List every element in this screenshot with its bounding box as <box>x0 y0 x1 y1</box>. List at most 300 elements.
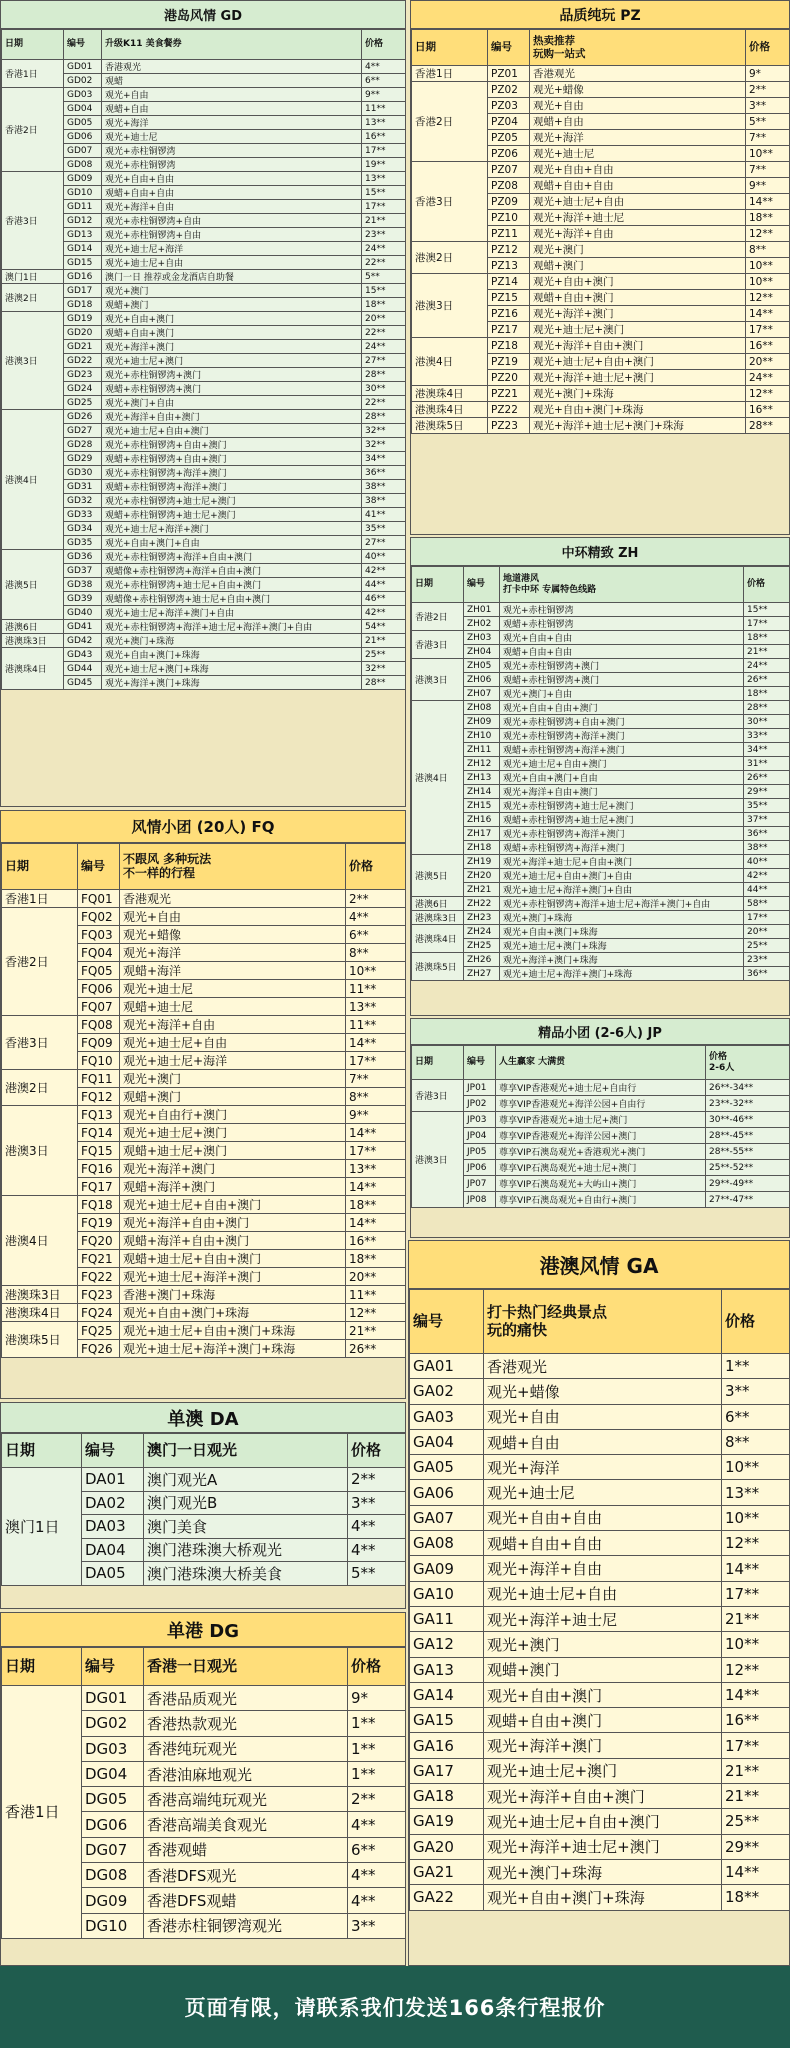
price-cell: 29** <box>722 1834 790 1859</box>
price-cell: 22** <box>362 326 406 340</box>
code-cell: GA12 <box>410 1632 484 1657</box>
route-cell: 观光+蜡像 <box>530 82 746 98</box>
price-cell: 18** <box>346 1250 406 1268</box>
price-cell: 17** <box>722 1581 790 1606</box>
price-cell: 28**-55** <box>706 1144 790 1160</box>
price-cell: 17** <box>722 1733 790 1758</box>
code-cell: ZH14 <box>464 785 500 799</box>
table-title: 港澳风情 GA <box>409 1241 789 1289</box>
code-cell: GD23 <box>64 368 102 382</box>
price-cell: 9** <box>746 178 790 194</box>
code-cell: GD12 <box>64 214 102 228</box>
code-cell: GD44 <box>64 662 102 676</box>
table-row <box>412 162 790 178</box>
route-cell: 观光+迪士尼+澳门+珠海 <box>500 939 744 953</box>
code-cell: GA02 <box>410 1379 484 1404</box>
code-cell: JP02 <box>464 1096 496 1112</box>
date-cell: 港澳珠4日 <box>412 402 488 418</box>
route-cell: 观光+海洋+自由 <box>530 226 746 242</box>
price-cell: 16** <box>746 402 790 418</box>
code-cell: DA01 <box>82 1468 144 1492</box>
column-header: 价格 <box>722 1290 790 1354</box>
code-cell: JP01 <box>464 1080 496 1096</box>
table-row <box>412 673 790 687</box>
route-cell: 观蜡+赤柱铜锣湾+澳门 <box>500 673 744 687</box>
price-cell: 42** <box>362 606 406 620</box>
table-row <box>412 338 790 354</box>
table-row <box>2 1016 406 1034</box>
header-row <box>410 1290 790 1354</box>
route-cell: 观光+迪士尼+海洋 <box>120 1052 346 1070</box>
code-cell: ZH01 <box>464 603 500 617</box>
table-row <box>412 66 790 82</box>
table-row <box>2 312 406 326</box>
code-cell: GA07 <box>410 1505 484 1530</box>
price-cell: 27** <box>362 536 406 550</box>
price-cell: 7** <box>346 1070 406 1088</box>
route-cell: 澳门一日 推荐或金龙酒店自助餐 <box>102 270 362 284</box>
column-header: 编号 <box>464 567 500 603</box>
route-cell: 香港纯玩观光 <box>144 1736 348 1761</box>
route-cell: 观光+赤柱铜锣湾 <box>102 144 362 158</box>
route-cell: 观光+澳门+珠海 <box>530 386 746 402</box>
code-cell: FQ05 <box>78 962 120 980</box>
route-cell: 观光+迪士尼+自由+澳门 <box>500 757 744 771</box>
code-cell: PZ06 <box>488 146 530 162</box>
price-cell: 28** <box>362 676 406 690</box>
price-cell: 22** <box>362 396 406 410</box>
date-cell: 港澳珠5日 <box>412 953 464 981</box>
route-cell: 观光+迪士尼+海洋+澳门 <box>120 1268 346 1286</box>
route-cell: 观光+澳门 <box>484 1632 722 1657</box>
code-cell: GD20 <box>64 326 102 340</box>
code-cell: ZH27 <box>464 967 500 981</box>
code-cell: DA02 <box>82 1491 144 1515</box>
price-cell: 36** <box>744 827 790 841</box>
table-row <box>412 82 790 98</box>
code-cell: GD21 <box>64 340 102 354</box>
date-cell: 港澳4日 <box>2 1196 78 1286</box>
table-row <box>410 1784 790 1809</box>
route-cell: 观光+海洋+自由+澳门 <box>530 338 746 354</box>
itinerary-table <box>1 1433 406 1586</box>
price-cell: 8** <box>746 242 790 258</box>
price-cell: 38** <box>362 480 406 494</box>
table-title: 港岛风情 GD <box>1 1 405 29</box>
table-row <box>2 1106 406 1124</box>
table-row <box>410 1859 790 1884</box>
route-cell: 尊享VIP香港观光+迪士尼+自由行 <box>496 1080 706 1096</box>
price-cell: 37** <box>744 813 790 827</box>
route-cell: 观光+迪士尼+自由 <box>120 1034 346 1052</box>
route-cell: 观光+迪士尼+海洋 <box>102 242 362 256</box>
code-cell: FQ22 <box>78 1268 120 1286</box>
route-cell: 观蜡+赤柱铜锣湾+迪士尼+澳门 <box>500 813 744 827</box>
price-cell: 30** <box>362 382 406 396</box>
code-cell: GD27 <box>64 424 102 438</box>
code-cell: FQ08 <box>78 1016 120 1034</box>
column-header: 编号 <box>82 1648 144 1686</box>
table-row <box>410 1404 790 1429</box>
price-cell: 14** <box>346 1034 406 1052</box>
column-header: 编号 <box>410 1290 484 1354</box>
route-cell: 观光+自由+澳门 <box>484 1682 722 1707</box>
code-cell: GA17 <box>410 1758 484 1783</box>
price-cell: 4** <box>348 1515 406 1539</box>
route-cell: 观光+海洋 <box>530 130 746 146</box>
header-row <box>412 567 790 603</box>
route-cell: 观光+海洋+澳门 <box>102 340 362 354</box>
code-cell: ZH04 <box>464 645 500 659</box>
route-cell: 观光+澳门+自由 <box>102 396 362 410</box>
table-row <box>2 284 406 298</box>
price-cell: 12** <box>346 1304 406 1322</box>
code-cell: GA21 <box>410 1859 484 1884</box>
code-cell: GD30 <box>64 466 102 480</box>
code-cell: GD07 <box>64 144 102 158</box>
route-cell: 观光+自由+自由 <box>500 631 744 645</box>
route-cell: 香港观光 <box>530 66 746 82</box>
price-cell: 3** <box>348 1913 406 1938</box>
table-title: 精品小团 (2-6人) JP <box>411 1019 789 1045</box>
table-row <box>412 645 790 659</box>
code-cell: GD14 <box>64 242 102 256</box>
date-cell: 澳门1日 <box>2 1468 82 1586</box>
code-cell: FQ26 <box>78 1340 120 1358</box>
column-header: 编号 <box>78 844 120 890</box>
price-cell: 16** <box>346 1232 406 1250</box>
code-cell: GD17 <box>64 284 102 298</box>
price-cell: 14** <box>346 1124 406 1142</box>
route-cell: 香港DFS观蜡 <box>144 1888 348 1913</box>
route-cell: 澳门港珠澳大桥观光 <box>144 1538 348 1562</box>
route-cell: 尊享VIP石澳岛观光+自由行+澳门 <box>496 1192 706 1208</box>
route-cell: 观光+赤柱铜锣湾+迪士尼+澳门 <box>102 494 362 508</box>
price-cell: 21** <box>362 634 406 648</box>
route-cell: 观光+海洋+澳门 <box>120 1160 346 1178</box>
route-cell: 观光+赤柱铜锣湾+澳门 <box>102 368 362 382</box>
code-cell: ZH03 <box>464 631 500 645</box>
table-row <box>410 1885 790 1910</box>
route-cell: 观蜡+自由+澳门 <box>530 290 746 306</box>
code-cell: JP03 <box>464 1112 496 1128</box>
price-cell: 11** <box>362 102 406 116</box>
route-cell: 观光+自由+澳门+珠海 <box>120 1304 346 1322</box>
code-cell: FQ07 <box>78 998 120 1016</box>
table-row <box>412 911 790 925</box>
price-cell: 32** <box>362 424 406 438</box>
column-header: 编号 <box>82 1434 144 1468</box>
code-cell: PZ03 <box>488 98 530 114</box>
route-cell: 观蜡+赤柱铜锣湾+澳门 <box>102 382 362 396</box>
itinerary-table <box>411 1045 790 1208</box>
route-cell: 香港油麻地观光 <box>144 1761 348 1786</box>
price-cell: 11** <box>346 1286 406 1304</box>
route-cell: 观蜡+赤柱铜锣湾+自由+澳门 <box>102 452 362 466</box>
code-cell: GA14 <box>410 1682 484 1707</box>
code-cell: ZH05 <box>464 659 500 673</box>
price-cell: 10** <box>346 962 406 980</box>
price-cell: 13** <box>346 998 406 1016</box>
price-cell: 21** <box>722 1606 790 1631</box>
price-cell: 25**-52** <box>706 1160 790 1176</box>
table-row <box>2 1286 406 1304</box>
route-cell: 香港DFS观光 <box>144 1863 348 1888</box>
price-cell: 34** <box>362 452 406 466</box>
price-cell: 13** <box>362 172 406 186</box>
code-cell: DG10 <box>82 1913 144 1938</box>
route-cell: 观光+海洋+自由+澳门 <box>120 1214 346 1232</box>
route-cell: 观光+海洋+迪士尼 <box>484 1606 722 1631</box>
route-cell: 观光+迪士尼 <box>102 130 362 144</box>
route-cell: 观光+迪士尼+澳门 <box>484 1758 722 1783</box>
table-row <box>410 1834 790 1859</box>
route-cell: 观光+海洋+澳门 <box>484 1733 722 1758</box>
code-cell: FQ11 <box>78 1070 120 1088</box>
price-cell: 18** <box>746 210 790 226</box>
table-row <box>412 617 790 631</box>
route-cell: 观光+海洋+迪士尼+澳门 <box>530 370 746 386</box>
code-cell: ZH20 <box>464 869 500 883</box>
price-cell: 17** <box>746 322 790 338</box>
code-cell: PZ02 <box>488 82 530 98</box>
price-cell: 1** <box>348 1711 406 1736</box>
code-cell: GA09 <box>410 1556 484 1581</box>
route-cell: 观蜡+自由+澳门 <box>484 1708 722 1733</box>
price-cell: 1** <box>348 1736 406 1761</box>
table-ga <box>408 1240 790 1966</box>
route-cell: 观光+澳门+珠海 <box>102 634 362 648</box>
price-cell: 2** <box>348 1468 406 1492</box>
route-cell: 澳门港珠澳大桥美食 <box>144 1562 348 1586</box>
price-cell: 12** <box>722 1531 790 1556</box>
table-row <box>410 1733 790 1758</box>
footer-banner: 页面有限，请联系我们发送166条行程报价 <box>0 1966 790 2048</box>
route-cell: 观光+海洋+澳门 <box>530 306 746 322</box>
route-cell: 观光+海洋+迪士尼+澳门 <box>484 1834 722 1859</box>
price-cell: 36** <box>744 967 790 981</box>
code-cell: DG01 <box>82 1686 144 1711</box>
table-row <box>2 634 406 648</box>
code-cell: GA15 <box>410 1708 484 1733</box>
column-header: 人生赢家 大满贯 <box>496 1046 706 1080</box>
date-cell: 港澳珠5日 <box>412 418 488 434</box>
route-cell: 观光+迪士尼 <box>530 146 746 162</box>
price-cell: 28** <box>744 701 790 715</box>
route-cell: 观蜡+迪士尼 <box>120 998 346 1016</box>
route-cell: 观光+海洋+自由+澳门 <box>484 1784 722 1809</box>
itinerary-table <box>1 29 406 690</box>
price-cell: 38** <box>362 494 406 508</box>
price-cell: 4** <box>348 1538 406 1562</box>
code-cell: FQ03 <box>78 926 120 944</box>
itinerary-table <box>1 1647 406 1939</box>
table-row <box>410 1531 790 1556</box>
code-cell: FQ16 <box>78 1160 120 1178</box>
code-cell: ZH26 <box>464 953 500 967</box>
column-header: 香港一日观光 <box>144 1648 348 1686</box>
code-cell: FQ19 <box>78 1214 120 1232</box>
column-header: 澳门一日观光 <box>144 1434 348 1468</box>
route-cell: 观光+迪士尼+澳门+珠海 <box>102 662 362 676</box>
date-cell: 港澳珠3日 <box>2 634 64 648</box>
column-header: 价格 <box>348 1648 406 1686</box>
route-cell: 观光+自由+澳门 <box>530 274 746 290</box>
code-cell: GA20 <box>410 1834 484 1859</box>
route-cell: 澳门美食 <box>144 1515 348 1539</box>
price-cell: 41** <box>362 508 406 522</box>
date-cell: 港澳5日 <box>2 550 64 620</box>
price-cell: 30** <box>744 715 790 729</box>
price-cell: 28** <box>362 410 406 424</box>
price-cell: 12** <box>746 290 790 306</box>
code-cell: GD31 <box>64 480 102 494</box>
route-cell: 观光+澳门+珠海 <box>484 1859 722 1884</box>
table-row <box>412 757 790 771</box>
table-row <box>410 1581 790 1606</box>
table-row <box>412 1080 790 1096</box>
code-cell: DG05 <box>82 1787 144 1812</box>
route-cell: 观光+自由 <box>120 908 346 926</box>
route-cell: 香港观光 <box>102 60 362 74</box>
code-cell: PZ08 <box>488 178 530 194</box>
price-cell: 12** <box>746 226 790 242</box>
price-cell: 42** <box>362 564 406 578</box>
route-cell: 观蜡+海洋+自由+澳门 <box>120 1232 346 1250</box>
code-cell: ZH18 <box>464 841 500 855</box>
date-cell: 港澳5日 <box>412 855 464 897</box>
route-cell: 观光+海洋 <box>102 116 362 130</box>
table-row <box>412 386 790 402</box>
route-cell: 观光+澳门 <box>102 284 362 298</box>
code-cell: FQ21 <box>78 1250 120 1268</box>
table-row <box>412 869 790 883</box>
code-cell: ZH21 <box>464 883 500 897</box>
price-cell: 58** <box>744 897 790 911</box>
code-cell: PZ13 <box>488 258 530 274</box>
date-cell: 港澳珠3日 <box>412 911 464 925</box>
route-cell: 观光+迪士尼+自由+澳门+自由 <box>500 869 744 883</box>
route-cell: 观光+迪士尼+自由 <box>530 194 746 210</box>
route-cell: 观光+赤柱铜锣湾+海洋+迪士尼+海洋+澳门+自由 <box>500 897 744 911</box>
table-row <box>410 1606 790 1631</box>
code-cell: GA10 <box>410 1581 484 1606</box>
price-cell: 4** <box>346 908 406 926</box>
price-cell: 4** <box>348 1888 406 1913</box>
route-cell: 观光+迪士尼+澳门 <box>120 1124 346 1142</box>
code-cell: JP05 <box>464 1144 496 1160</box>
table-title: 单澳 DA <box>1 1403 405 1433</box>
route-cell: 观光+自由+自由+澳门 <box>500 701 744 715</box>
itinerary-table <box>411 29 790 434</box>
route-cell: 观光+赤柱铜锣湾+海洋+澳门 <box>500 729 744 743</box>
column-header: 价格 <box>346 844 406 890</box>
route-cell: 观光+迪士尼+海洋+澳门 <box>102 522 362 536</box>
price-cell: 14** <box>722 1556 790 1581</box>
code-cell: FQ13 <box>78 1106 120 1124</box>
price-cell: 38** <box>744 841 790 855</box>
header-row <box>2 30 406 60</box>
route-cell: 观光+海洋+自由+澳门 <box>102 410 362 424</box>
route-cell: 香港赤柱铜锣湾观光 <box>144 1913 348 1938</box>
column-header: 打卡热门经典景点 玩的痛快 <box>484 1290 722 1354</box>
route-cell: 香港热款观光 <box>144 1711 348 1736</box>
itinerary-table <box>409 1289 790 1911</box>
code-cell: GD33 <box>64 508 102 522</box>
price-cell: 9** <box>346 1106 406 1124</box>
route-cell: 观蜡+迪士尼+澳门 <box>120 1142 346 1160</box>
route-cell: 观光+迪士尼+海洋+澳门+珠海 <box>500 967 744 981</box>
price-cell: 28** <box>362 368 406 382</box>
code-cell: GA18 <box>410 1784 484 1809</box>
code-cell: GA13 <box>410 1657 484 1682</box>
table-dg <box>0 1612 406 1966</box>
code-cell: PZ10 <box>488 210 530 226</box>
table-row <box>412 729 790 743</box>
code-cell: GA11 <box>410 1606 484 1631</box>
code-cell: JP08 <box>464 1192 496 1208</box>
column-header: 日期 <box>2 1648 82 1686</box>
table-row <box>2 88 406 102</box>
date-cell: 香港1日 <box>2 60 64 88</box>
price-cell: 22** <box>362 256 406 270</box>
price-cell: 18** <box>362 298 406 312</box>
code-cell: ZH11 <box>464 743 500 757</box>
price-cell: 25** <box>362 648 406 662</box>
route-cell: 观光+自由+澳门+珠海 <box>500 925 744 939</box>
code-cell: GD41 <box>64 620 102 634</box>
date-cell: 港澳2日 <box>412 242 488 274</box>
code-cell: GA16 <box>410 1733 484 1758</box>
date-cell: 港澳3日 <box>412 659 464 701</box>
code-cell: PZ22 <box>488 402 530 418</box>
price-cell: 18** <box>744 631 790 645</box>
price-cell: 21** <box>722 1758 790 1783</box>
price-cell: 11** <box>346 980 406 998</box>
price-cell: 14** <box>722 1682 790 1707</box>
table-row <box>412 659 790 673</box>
route-cell: 澳门观光A <box>144 1468 348 1492</box>
code-cell: FQ02 <box>78 908 120 926</box>
price-cell: 2** <box>348 1787 406 1812</box>
price-cell: 21** <box>744 645 790 659</box>
route-cell: 观蜡+海洋+澳门 <box>120 1178 346 1196</box>
header-row <box>412 30 790 66</box>
route-cell: 观光+蜡像 <box>484 1379 722 1404</box>
price-cell: 17** <box>362 200 406 214</box>
table-row <box>2 550 406 564</box>
code-cell: GD24 <box>64 382 102 396</box>
table-row <box>2 620 406 634</box>
route-cell: 观光+赤柱铜锣湾+迪士尼+澳门 <box>500 799 744 813</box>
table-row <box>410 1632 790 1657</box>
table-row <box>412 841 790 855</box>
route-cell: 观光+自由+澳门 <box>102 312 362 326</box>
code-cell: GD22 <box>64 354 102 368</box>
route-cell: 观蜡+澳门 <box>102 298 362 312</box>
table-row <box>412 1112 790 1128</box>
price-cell: 23** <box>744 953 790 967</box>
route-cell: 观光+自由+澳门+自由 <box>500 771 744 785</box>
route-cell: 观光+自由+自由 <box>484 1505 722 1530</box>
table-row <box>412 771 790 785</box>
code-cell: ZH02 <box>464 617 500 631</box>
code-cell: ZH22 <box>464 897 500 911</box>
code-cell: GD40 <box>64 606 102 620</box>
route-cell: 观蜡像+赤柱铜锣湾+迪士尼+自由+澳门 <box>102 592 362 606</box>
price-cell: 2** <box>746 82 790 98</box>
date-cell: 香港3日 <box>2 172 64 270</box>
